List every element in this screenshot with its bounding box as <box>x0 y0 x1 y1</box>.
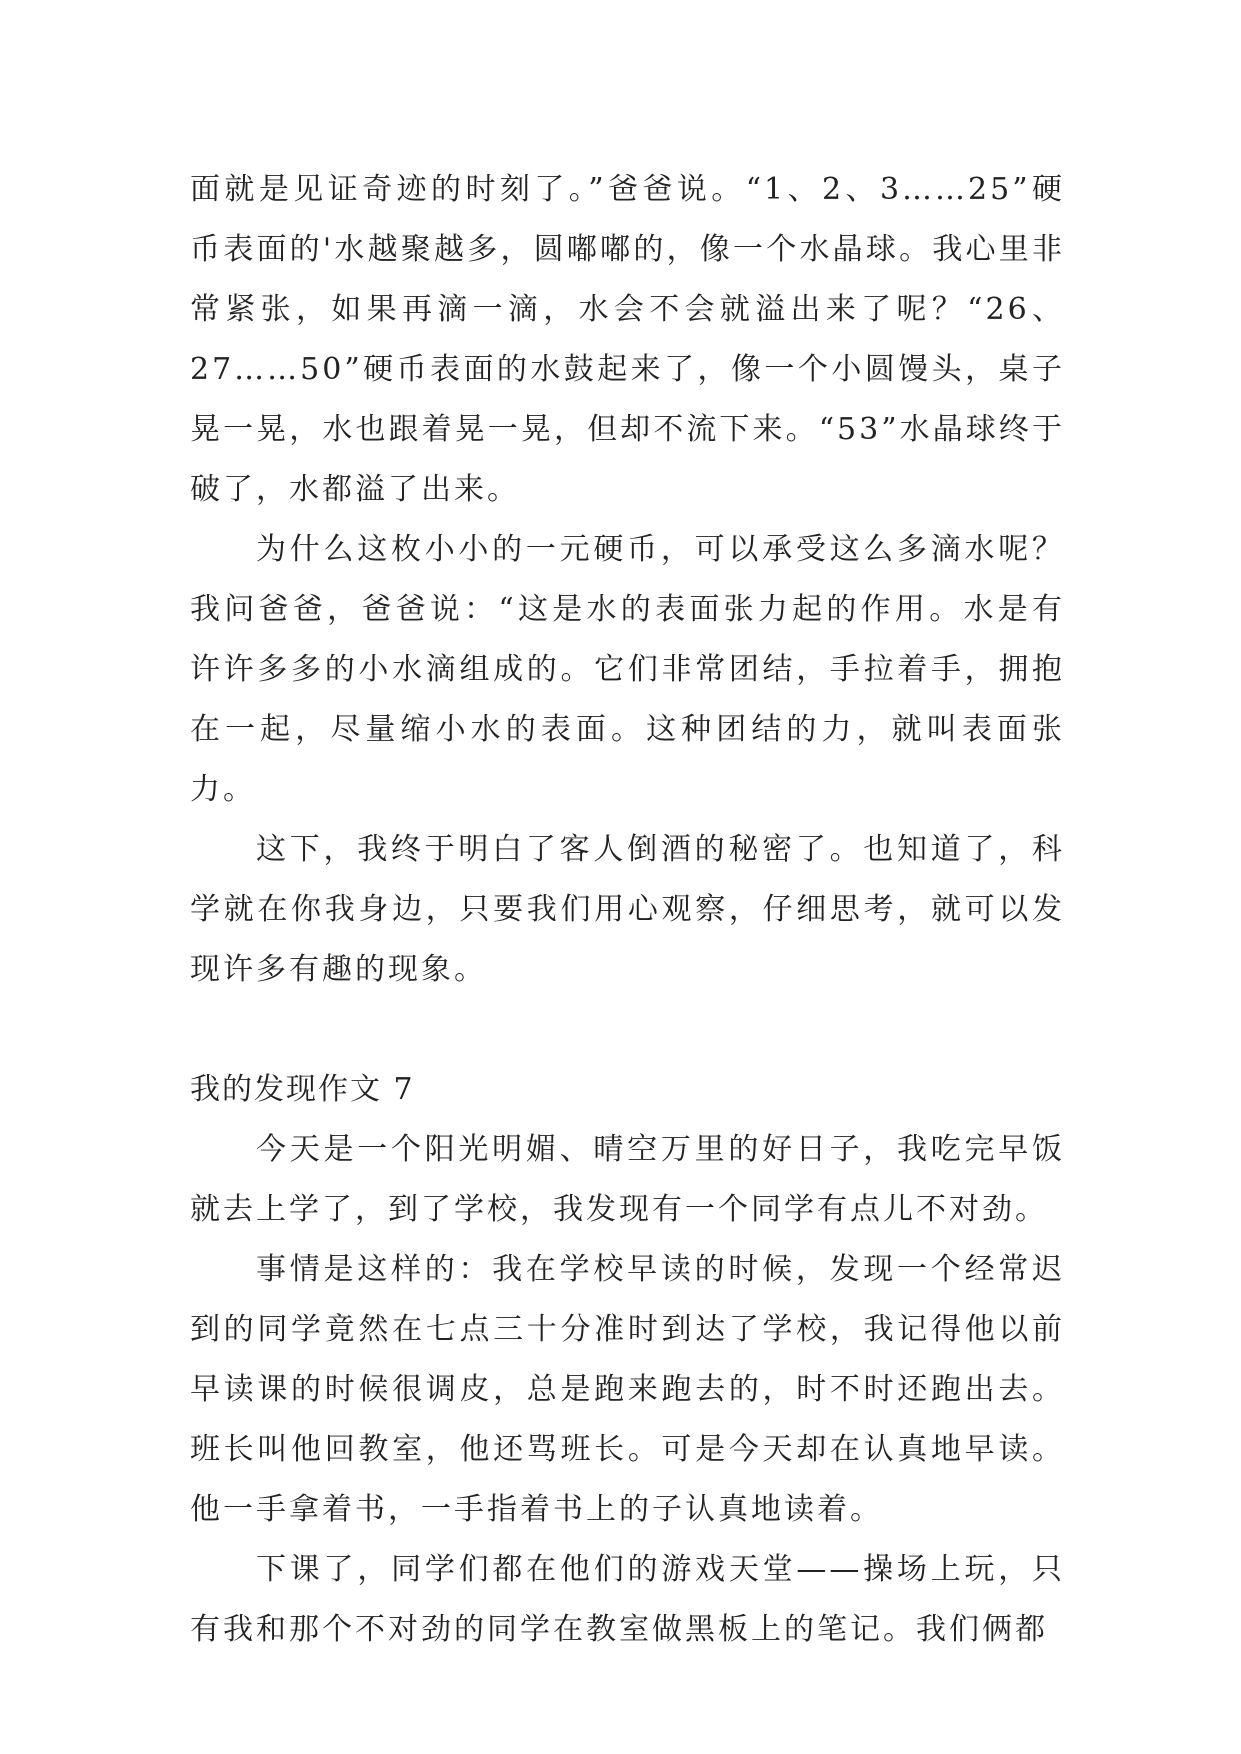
paragraph-conclusion: 这下，我终于明白了客人倒酒的秘密了。也知道了，科学就在你我身边，只要我们用心观察，仔细思考，就可以发现许多有趣的现象。 <box>190 832 1065 987</box>
paragraph-after-class: 下课了，同学们都在他们的游戏天堂——操场上玩，只有我和那个不对劲的同学在教室做黑板上的笔记。我们俩都 <box>190 1552 1065 1647</box>
paragraph-surface-tension: 为什么这枚小小的一元硬币，可以承受这么多滴水呢？我问爸爸，爸爸说：“这是水的表面张力起的作用。水是有许许多多的小水滴组成的。它们非常团结，手拉着手，拥抱在一起，尽量缩小水的表面。这种团结的力，就叫表面张力。 <box>190 532 1065 807</box>
paragraph-sunny-day: 今天是一个阳光明媚、晴空万里的好日子，我吃完早饭就去上学了，到了学校，我发现有一个同学有点儿不对劲。 <box>190 1132 1065 1227</box>
document-page <box>190 160 1065 1660</box>
section-heading: 我的发现作文 7 <box>190 1072 415 1107</box>
paragraph-continued: 面就是见证奇迹的时刻了。”爸爸说。“1、2、3……25”硬币表面的'水越聚越多，圆嘟嘟的，像一个水晶球。我心里非常紧张，如果再滴一滴，水会不会就溢出来了呢？“26、27……50”硬币表面的水鼓起来了，像一个小圆馒头，桌子晃一晃，水也跟着晃一晃，但却不流下来。“53”水晶球终于破了，水都溢了出来。 <box>190 172 1065 507</box>
paragraph-morning-reading: 事情是这样的：我在学校早读的时候，发现一个经常迟到的同学竟然在七点三十分准时到达了学校，我记得他以前早读课的时候很调皮，总是跑来跑去的，时不时还跑出去。班长叫他回教室，他还骂班长。可是今天却在认真地早读。他一手拿着书，一手指着书上的子认真地读着。 <box>190 1252 1065 1527</box>
